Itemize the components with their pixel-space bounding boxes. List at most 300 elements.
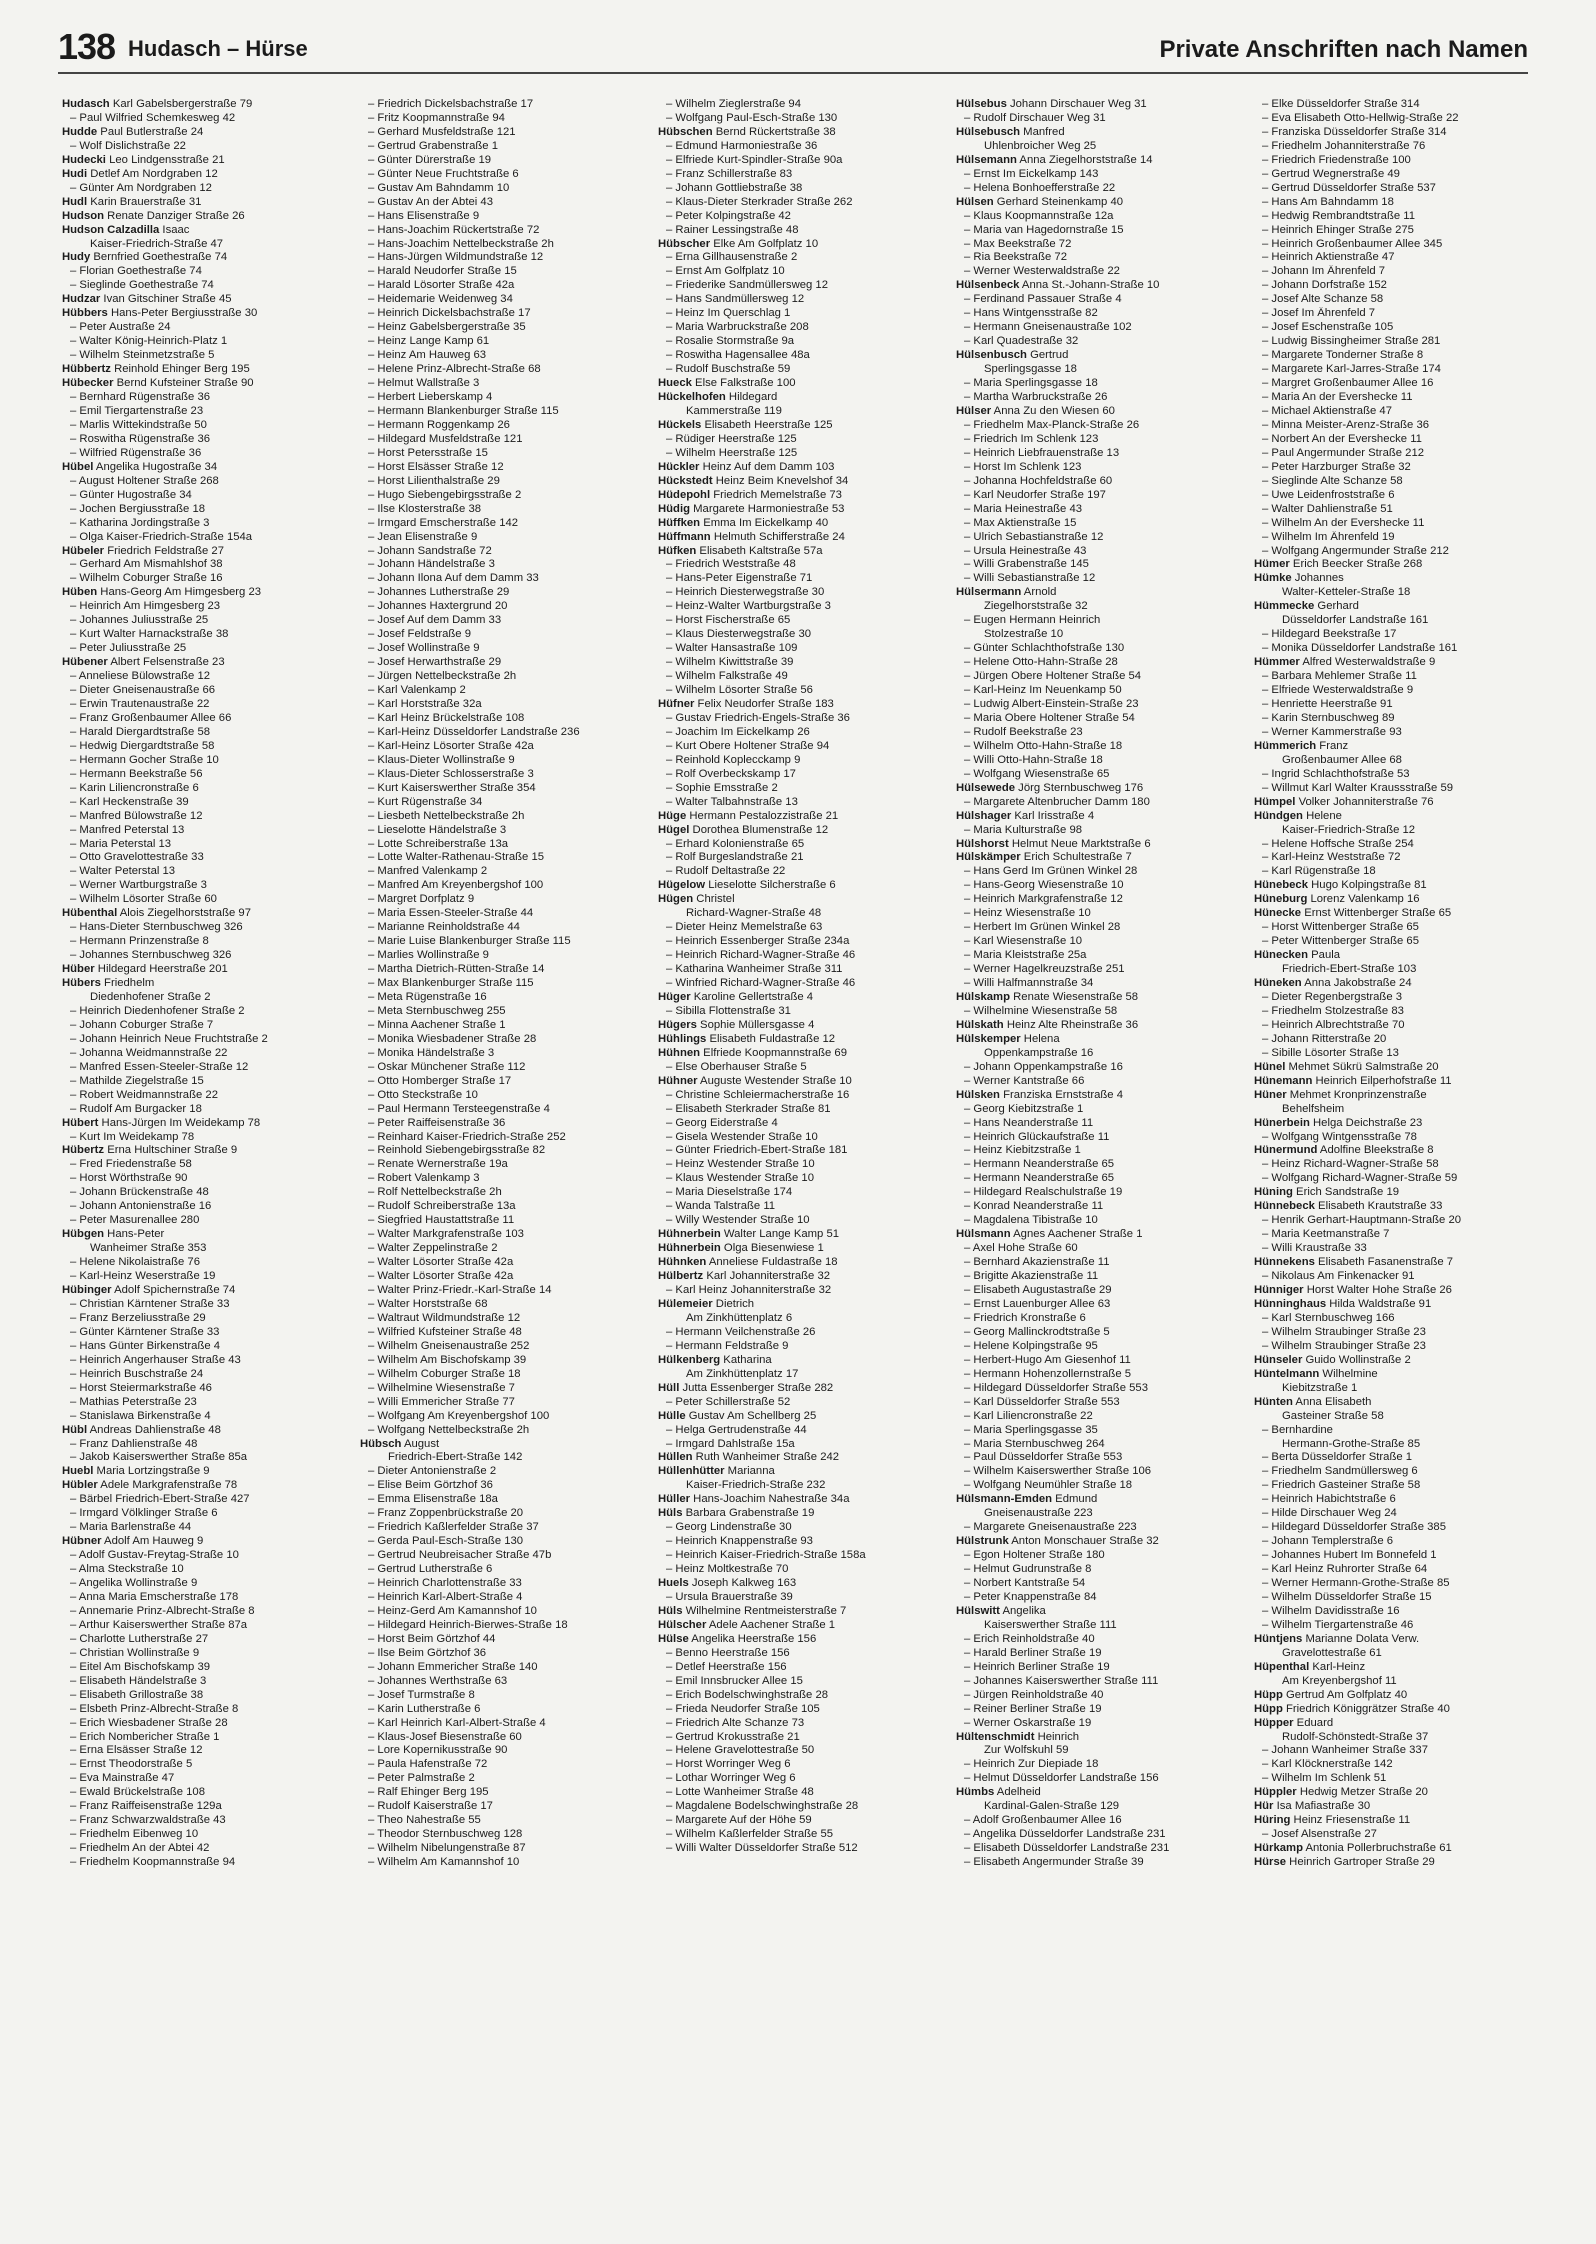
- directory-entry: – Herbert Lieberskamp 4: [368, 391, 493, 404]
- directory-entry: – Karl Heinz Ruhrorter Straße 64: [1262, 1563, 1428, 1576]
- directory-entry: – Johannes Kaiserswerther Straße 111: [964, 1674, 1159, 1687]
- directory-entry: – Lore Kopernikusstraße 90: [368, 1744, 508, 1757]
- directory-entry: – Eva Mainstraße 47: [70, 1772, 175, 1785]
- directory-entry: – Karl Heinz Johanniterstraße 32: [666, 1284, 832, 1297]
- directory-entry: Hudzar Ivan Gitschiner Straße 45: [62, 293, 232, 306]
- directory-entry: Hülsmann-Emden Edmund: [956, 1493, 1098, 1506]
- directory-entry: – Karin Lutherstraße 6: [368, 1702, 481, 1715]
- directory-entry: – Angelika Düsseldorfer Landstraße 231: [964, 1828, 1166, 1841]
- directory-entry: – Klaus-Dieter Schlosserstraße 3: [368, 767, 534, 780]
- directory-entry: Hübel Angelika Hugostraße 34: [62, 460, 218, 473]
- directory-entry: – Monika Händelstraße 3: [368, 1046, 495, 1059]
- directory-entry: – Heinz Moltkestraße 70: [666, 1563, 789, 1576]
- directory-entry: – Franz Berzeliusstraße 29: [70, 1311, 206, 1324]
- directory-entry: – Ilse Klosterstraße 38: [368, 502, 482, 515]
- directory-entry: – Charlotte Lutherstraße 27: [70, 1632, 209, 1645]
- directory-entry: – Helene Gravelottestraße 50: [666, 1744, 815, 1757]
- directory-entry: – Heinrich Liebfrauenstraße 13: [964, 446, 1120, 459]
- directory-entry: – Rudolf Dirschauer Weg 31: [964, 111, 1106, 124]
- directory-entry: – Dieter Antonienstraße 2: [368, 1465, 497, 1478]
- directory-entry: – Rudolf Beekstraße 23: [964, 725, 1083, 738]
- directory-entry: – Wilhelm Lösorter Straße 56: [666, 684, 813, 697]
- directory-entry: – Maria Dieselstraße 174: [666, 1186, 793, 1199]
- directory-entry: Hümbs Adelheid: [956, 1786, 1041, 1799]
- page-name-range: Hudasch – Hürse: [128, 36, 308, 61]
- directory-entry: Hülbertz Karl Johanniterstraße 32: [658, 1270, 831, 1283]
- directory-entry: Hürse Heinrich Gartroper Straße 29: [1254, 1856, 1435, 1869]
- directory-entry: Hüntelmann Wilhelmine: [1254, 1367, 1378, 1380]
- directory-entry: – Bernhardine: [1262, 1423, 1333, 1436]
- directory-entry: – Peter Schillerstraße 52: [666, 1395, 791, 1408]
- directory-entry: – Kurt Rügenstraße 34: [368, 795, 483, 808]
- directory-entry: Hüfken Elisabeth Kaltstraße 57a: [658, 544, 823, 557]
- directory-entry: – Hedwig Diergardtstraße 58: [70, 739, 215, 752]
- directory-entry: Hügen Christel: [658, 893, 735, 906]
- directory-entry: – Werner Westerwaldstraße 22: [964, 265, 1120, 278]
- directory-entry: – Friedrich Alte Schanze 73: [666, 1716, 805, 1729]
- directory-entry: – Johanna Weidmannstraße 22: [70, 1046, 228, 1059]
- directory-entry: – Herbert Im Grünen Winkel 28: [964, 921, 1121, 934]
- directory-entry: Hübenthal Alois Ziegelhorststraße 97: [62, 907, 251, 920]
- directory-entry: – Johann Händelstraße 3: [368, 558, 495, 571]
- directory-entry: Hülswitt Angelika: [956, 1604, 1046, 1617]
- directory-entry: – Hildegard Realschulstraße 19: [964, 1186, 1123, 1199]
- directory-entry: – Harald Berliner Straße 19: [964, 1646, 1102, 1659]
- directory-entry: – Helene Prinz-Albrecht-Straße 68: [368, 363, 541, 376]
- directory-entry: – Kurt Walter Harnackstraße 38: [70, 628, 229, 641]
- directory-entry: – Manfred Am Kreyenbergshof 100: [368, 879, 544, 892]
- directory-entry: – Jürgen Reinholdstraße 40: [964, 1688, 1104, 1701]
- directory-entry: – Gertrud Lutherstraße 6: [368, 1563, 493, 1576]
- directory-entry: Hüning Erich Sandstraße 19: [1254, 1186, 1400, 1199]
- directory-entry: – Josef Herwarthstraße 29: [368, 656, 502, 669]
- directory-entry: Hüneken Anna Jakobstraße 24: [1254, 977, 1412, 990]
- directory-entry: – Emil Innsbrucker Allee 15: [666, 1674, 803, 1687]
- directory-entry: – Maria An der Evershecke 11: [1262, 391, 1413, 404]
- directory-entry: – Heidemarie Weidenweg 34: [368, 293, 513, 306]
- directory-entry: – Klaus-Josef Biesenstraße 60: [368, 1730, 522, 1743]
- directory-entry: – Wilhelm Am Kamannshof 10: [368, 1856, 520, 1869]
- directory-entry: – Heinz Kiebitzstraße 1: [964, 1144, 1081, 1157]
- directory-entry: – Rudolf Deltastraße 22: [666, 865, 786, 878]
- directory-entry: – Willy Westender Straße 10: [666, 1214, 810, 1227]
- directory-entry: – Siegfried Haustattstraße 11: [368, 1214, 515, 1227]
- directory-entry: – Johann Templerstraße 6: [1262, 1535, 1394, 1548]
- directory-entry: – Heinz Richard-Wagner-Straße 58: [1262, 1158, 1439, 1171]
- directory-entry: – Ilse Beim Görtzhof 36: [368, 1646, 487, 1659]
- directory-entry: – Kurt Kaiserswerther Straße 354: [368, 781, 536, 794]
- directory-entry: – Axel Hohe Straße 60: [964, 1242, 1078, 1255]
- directory-entry: – Walter Lösorter Straße 42a: [368, 1270, 514, 1283]
- directory-entry: – Eugen Hermann Heinrich: [964, 614, 1101, 627]
- directory-entry: – Maria Essen-Steeler-Straße 44: [368, 907, 534, 920]
- directory-entry: – Gustav An der Abtei 43: [368, 195, 493, 208]
- directory-entry: Hückler Heinz Auf dem Damm 103: [658, 460, 835, 473]
- directory-entry: – Hermann Roggenkamp 26: [368, 418, 510, 431]
- directory-entry: – Heinz Am Hauweg 63: [368, 349, 487, 362]
- directory-entry: Hüpp Gertrud Am Golfplatz 40: [1254, 1688, 1408, 1701]
- directory-entry: Ziegelhorststraße 32: [984, 600, 1088, 613]
- directory-entry: Hülsken Franziska Ernststraße 4: [956, 1088, 1123, 1101]
- directory-entry: – Walter Markgrafenstraße 103: [368, 1228, 524, 1241]
- directory-entry: – Heinrich Charlottenstraße 33: [368, 1577, 522, 1590]
- directory-entry: – Heinrich Markgrafenstraße 12: [964, 893, 1123, 906]
- directory-entry: Hünnebeck Elisabeth Krautstraße 33: [1254, 1200, 1443, 1213]
- directory-entry: – Erich Bodelschwinghstraße 28: [666, 1688, 829, 1701]
- directory-entry: – Peter Wittenberger Straße 65: [1262, 935, 1419, 948]
- directory-entry: – Meta Rügenstraße 16: [368, 991, 487, 1003]
- directory-entry: – Heinrich Ehinger Straße 275: [1262, 223, 1414, 236]
- directory-entry: Hümmerich Franz: [1254, 739, 1349, 752]
- directory-column-3: [658, 98, 948, 2218]
- directory-entry: – Minna Aachener Straße 1: [368, 1018, 506, 1031]
- directory-entry: – Manfred Peterstal 13: [70, 823, 185, 836]
- directory-column-2: [360, 98, 650, 2218]
- directory-entry: Kardinal-Galen-Straße 129: [984, 1800, 1120, 1813]
- directory-entry: – Heinrich Richard-Wagner-Straße 46: [666, 949, 856, 962]
- directory-entry: – Maria Warbruckstraße 208: [666, 321, 809, 334]
- directory-entry: – Reinhard Kaiser-Friedrich-Straße 252: [368, 1130, 566, 1143]
- directory-entry: – Egon Holtener Straße 180: [964, 1549, 1105, 1562]
- directory-entry: Hülsewede Jörg Sternbuschweg 176: [956, 781, 1144, 794]
- directory-entry: Hümke Johannes: [1254, 572, 1344, 585]
- directory-entry: – Paul Wilfried Schemkesweg 42: [70, 111, 236, 124]
- directory-entry: – Wolfgang Paul-Esch-Straße 130: [666, 111, 838, 124]
- directory-entry: – Wilhelm Im Ährenfeld 19: [1262, 530, 1395, 543]
- directory-entry: – Eva Elisabeth Otto-Hellwig-Straße 22: [1262, 111, 1459, 124]
- directory-entry: – Reiner Berliner Straße 19: [964, 1702, 1102, 1715]
- directory-entry: – Heinrich Aktienstraße 47: [1262, 251, 1395, 264]
- directory-entry: – Willi Grabenstraße 145: [964, 558, 1089, 571]
- directory-entry: – Irmgard Dahlstraße 15a: [666, 1437, 795, 1450]
- directory-entry: – Friedhelm Koopmannstraße 94: [70, 1856, 236, 1869]
- directory-entry: – Horst Lilienthalstraße 29: [368, 474, 500, 487]
- directory-entry: Hübecker Bernd Kufsteiner Straße 90: [62, 377, 254, 390]
- directory-entry: – Helga Gertrudenstraße 44: [666, 1423, 807, 1436]
- directory-entry: – Werner Oskarstraße 19: [964, 1716, 1092, 1729]
- directory-entry: – Manfred Essen-Steeler-Straße 12: [70, 1060, 249, 1073]
- directory-entry: – Arthur Kaiserswerther Straße 87a: [70, 1618, 248, 1631]
- directory-entry: – Klaus Koopmannstraße 12a: [964, 209, 1114, 222]
- directory-entry: Hübschen Bernd Rückertstraße 38: [658, 125, 836, 138]
- directory-entry: – Paul Düsseldorfer Straße 553: [964, 1451, 1123, 1464]
- section-title: Private Anschriften nach Namen: [1159, 36, 1528, 63]
- directory-entry: Hüpper Eduard: [1254, 1716, 1334, 1729]
- directory-entry: Hündgen Helene: [1254, 809, 1342, 822]
- directory-entry: – Margarete Auf der Höhe 59: [666, 1814, 812, 1827]
- directory-entry: Hürkamp Antonia Pollerbruchstraße 61: [1254, 1842, 1452, 1855]
- directory-entry: – Johann Ritterstraße 20: [1262, 1032, 1387, 1045]
- directory-entry: – Irmgard Völklinger Straße 6: [70, 1507, 218, 1520]
- directory-entry: Kiebitzstraße 1: [1282, 1381, 1358, 1394]
- directory-entry: – Olga Kaiser-Friedrich-Straße 154a: [70, 530, 253, 543]
- directory-entry: – Hilde Dirschauer Weg 24: [1262, 1507, 1397, 1520]
- directory-entry: – Willi Kraustraße 33: [1262, 1242, 1367, 1255]
- directory-entry: – Rudolf Kaiserstraße 17: [368, 1800, 493, 1813]
- directory-entry: Hübl Andreas Dahlienstraße 48: [62, 1423, 221, 1436]
- directory-entry: Hübgen Hans-Peter: [62, 1228, 165, 1241]
- directory-entry: – Meta Sternbuschweg 255: [368, 1004, 506, 1017]
- directory-entry: – Lieselotte Händelstraße 3: [368, 823, 507, 836]
- directory-entry: – Wilhelm Steinmetzstraße 5: [70, 349, 215, 362]
- directory-entry: – Hans-Peter Eigenstraße 71: [666, 572, 813, 585]
- directory-entry: Hünniger Horst Walter Hohe Straße 26: [1254, 1284, 1452, 1297]
- directory-entry: – Franz Dahlienstraße 48: [70, 1437, 198, 1450]
- directory-entry: – Sieglinde Goethestraße 74: [70, 279, 214, 292]
- directory-entry: – Berta Düsseldorfer Straße 1: [1262, 1451, 1413, 1464]
- directory-entry: Hübertz Erna Hultschiner Straße 9: [62, 1144, 238, 1157]
- directory-entry: – Sibille Lösorter Straße 13: [1262, 1046, 1399, 1059]
- directory-entry: – Dieter Regenbergstraße 3: [1262, 991, 1403, 1003]
- directory-entry: Hudson Calzadilla Isaac: [62, 223, 190, 236]
- directory-entry: Hüffmann Helmuth Schifferstraße 24: [658, 530, 845, 543]
- directory-entry: Hühner Auguste Westender Straße 10: [658, 1074, 852, 1087]
- directory-entry: – Wilhelm Im Schlenk 51: [1262, 1772, 1387, 1785]
- directory-entry: – Marianne Reinholdstraße 44: [368, 921, 520, 934]
- directory-entry: – Wilhelm Am Bischofskamp 39: [368, 1353, 527, 1366]
- directory-entry: – Norbert Kantstraße 54: [964, 1577, 1086, 1590]
- directory-entry: – Manfred Bülowstraße 12: [70, 809, 203, 822]
- directory-entry: – Karl-Heinz Weserstraße 19: [70, 1270, 216, 1283]
- directory-entry: – Maria Obere Holtener Straße 54: [964, 711, 1135, 724]
- directory-entry: – Friedrich Gasteiner Straße 58: [1262, 1479, 1421, 1492]
- directory-entry: Hügers Sophie Müllersgasse 4: [658, 1018, 815, 1031]
- directory-entry: – Willi Emmericher Straße 77: [368, 1395, 515, 1408]
- directory-entry: – Emma Elisenstraße 18a: [368, 1493, 498, 1506]
- directory-entry: Hüfner Felix Neudorfer Straße 183: [658, 697, 834, 710]
- directory-entry: – Margarete Gneisenaustraße 223: [964, 1521, 1137, 1534]
- directory-entry: – Benno Heerstraße 156: [666, 1646, 790, 1659]
- directory-entry: Hudde Paul Butlerstraße 24: [62, 125, 204, 138]
- directory-entry: – Alma Steckstraße 10: [70, 1563, 184, 1576]
- directory-entry: – Horst Im Schlenk 123: [964, 460, 1082, 473]
- directory-entry: – Ludwig Bissingheimer Straße 281: [1262, 335, 1441, 348]
- directory-entry: – Paula Hafenstraße 72: [368, 1758, 488, 1771]
- directory-entry: – Friedrich Im Schlenk 123: [964, 432, 1099, 445]
- directory-entry: – Harald Diergardtstraße 58: [70, 725, 211, 738]
- directory-entry: – Heinrich Habichtstraße 6: [1262, 1493, 1396, 1506]
- directory-entry: – Edmund Harmoniestraße 36: [666, 139, 818, 152]
- directory-entry: Behelfsheim: [1282, 1102, 1345, 1115]
- directory-entry: Diedenhofener Straße 2: [90, 991, 211, 1003]
- directory-entry: – Heinrich Kaiser-Friedrich-Straße 158a: [666, 1549, 866, 1562]
- directory-entry: – Herbert-Hugo Am Giesenhof 11: [964, 1353, 1131, 1366]
- directory-entry: – Johann Gottliebstraße 38: [666, 181, 803, 194]
- directory-entry: Gasteiner Straße 58: [1282, 1409, 1384, 1422]
- directory-entry: – Rosalie Stormstraße 9a: [666, 335, 795, 348]
- directory-entry: – Jürgen Obere Holtener Straße 54: [964, 670, 1142, 683]
- directory-entry: – Günter Dürerstraße 19: [368, 153, 492, 166]
- directory-entry: – Heinrich Knappenstraße 93: [666, 1535, 813, 1548]
- directory-entry: Rudolf-Schönstedt-Straße 37: [1282, 1730, 1429, 1743]
- directory-entry: Hülshorst Helmut Neue Marktstraße 6: [956, 837, 1151, 850]
- directory-entry: – Wilhelm Kaßlerfelder Straße 55: [666, 1828, 834, 1841]
- directory-entry: Hültenschmidt Heinrich: [956, 1730, 1080, 1743]
- directory-entry: – Hans-Dieter Sternbuschweg 326: [70, 921, 243, 934]
- directory-entry: – Heinrich Glückaufstraße 11: [964, 1130, 1110, 1143]
- directory-entry: – Erich Reinholdstraße 40: [964, 1632, 1095, 1645]
- directory-entry: Hübsch August: [360, 1437, 440, 1450]
- directory-entry: – Rolf Nettelbeckstraße 2h: [368, 1186, 502, 1199]
- directory-entry: – Lothar Worringer Weg 6: [666, 1772, 796, 1785]
- directory-entry: – Günter Schlachthofstraße 130: [964, 642, 1125, 655]
- directory-entry: – Ernst Lauenburger Allee 63: [964, 1297, 1111, 1310]
- directory-entry: Wanheimer Straße 353: [90, 1242, 207, 1255]
- directory-entry: – Rainer Lessingstraße 48: [666, 223, 799, 236]
- directory-entry: Stolzestraße 10: [984, 628, 1064, 641]
- directory-entry: – Friedhelm Johanniterstraße 76: [1262, 139, 1426, 152]
- directory-entry: – Josef Feldstraße 9: [368, 628, 471, 641]
- directory-entry: – Horst Wörthstraße 90: [70, 1172, 188, 1185]
- directory-entry: – Maria Kulturstraße 98: [964, 823, 1083, 836]
- directory-entry: – Harald Neudorfer Straße 15: [368, 265, 517, 278]
- directory-entry: Hünemann Heinrich Eilperhofstraße 11: [1254, 1074, 1452, 1087]
- directory-entry: – Elisabeth Händelstraße 3: [70, 1674, 207, 1687]
- directory-entry: – Willi Walter Düsseldorfer Straße 512: [666, 1842, 858, 1855]
- directory-entry: – Katharina Wanheimer Straße 311: [666, 963, 843, 976]
- directory-entry: – Barbara Mehlemer Straße 11: [1262, 670, 1417, 683]
- directory-entry: – Ernst Am Golfplatz 10: [666, 265, 785, 278]
- directory-entry: – Heinrich Buschstraße 24: [70, 1367, 204, 1380]
- directory-entry: – Hermann Gneisenaustraße 102: [964, 321, 1132, 334]
- directory-entry: – Karl Liliencronstraße 22: [964, 1409, 1093, 1422]
- directory-entry: – Waltraut Wildmundstraße 12: [368, 1311, 521, 1324]
- directory-entry: – Heinrich Albrechtstraße 70: [1262, 1018, 1405, 1031]
- directory-entry: Hühnken Anneliese Fuldastraße 18: [658, 1256, 838, 1269]
- directory-entry: Hümpel Volker Johanniterstraße 76: [1254, 795, 1434, 808]
- directory-entry: Hünecken Paula: [1254, 949, 1341, 962]
- directory-entry: – Johann Oppenkampstraße 16: [964, 1060, 1123, 1073]
- directory-entry: Hüpp Friedrich Königgrätzer Straße 40: [1254, 1702, 1450, 1715]
- directory-entry: Hueck Else Falkstraße 100: [658, 377, 796, 390]
- directory-entry: – Elisabeth Angermunder Straße 39: [964, 1856, 1144, 1869]
- directory-entry: – Walter Lösorter Straße 42a: [368, 1256, 514, 1269]
- directory-entry: – Hans Elisenstraße 9: [368, 209, 480, 222]
- directory-entry: – Maria Sperlingsgasse 35: [964, 1423, 1098, 1436]
- directory-entry: Hühnen Elfriede Koopmannstraße 69: [658, 1046, 847, 1059]
- directory-entry: Hünten Anna Elisabeth: [1254, 1395, 1372, 1408]
- directory-entry: – Hans-Joachim Nettelbeckstraße 2h: [368, 237, 554, 250]
- directory-entry: Hübler Adele Markgrafenstraße 78: [62, 1479, 238, 1492]
- directory-entry: Hüring Heinz Friesenstraße 11: [1254, 1814, 1411, 1827]
- directory-entry: Hügel Dorothea Blumenstraße 12: [658, 823, 829, 836]
- directory-entry: Hüllen Ruth Wanheimer Straße 242: [658, 1451, 840, 1464]
- directory-entry: – Johannes Lutherstraße 29: [368, 586, 510, 599]
- directory-entry: – Johann Emmericher Straße 140: [368, 1660, 538, 1673]
- directory-entry: – Adolf Großenbaumer Allee 16: [964, 1814, 1122, 1827]
- directory-entry: – Horst Steiermarkstraße 46: [70, 1381, 212, 1394]
- directory-entry: – Elfriede Westerwaldstraße 9: [1262, 684, 1414, 697]
- directory-entry: Hünninghaus Hilda Waldstraße 91: [1254, 1297, 1432, 1310]
- directory-entry: – Hildegard Düsseldorfer Straße 553: [964, 1381, 1148, 1394]
- directory-entry: – Hildegard Düsseldorfer Straße 385: [1262, 1521, 1446, 1534]
- directory-entry: – Wilfried Kufsteiner Straße 48: [368, 1325, 522, 1338]
- directory-entry: – Josef Turmstraße 8: [368, 1688, 475, 1701]
- directory-entry: Hückels Elisabeth Heerstraße 125: [658, 418, 833, 431]
- directory-entry: – Wilhelmine Wiesenstraße 58: [964, 1004, 1118, 1017]
- directory-entry: – Maria van Hagedornstraße 15: [964, 223, 1124, 236]
- directory-entry: – Anneliese Bülowstraße 12: [70, 670, 211, 683]
- directory-entry: – Friedhelm Stolzestraße 83: [1262, 1004, 1404, 1017]
- directory-entry: – Günter Friedrich-Ebert-Straße 181: [666, 1144, 848, 1157]
- directory-entry: – Liesbeth Nettelbeckstraße 2h: [368, 809, 525, 822]
- directory-entry: Hüls Wilhelmine Rentmeisterstraße 7: [658, 1604, 847, 1617]
- directory-entry: Huebl Maria Lortzingstraße 9: [62, 1465, 210, 1478]
- directory-entry: – Wilhelm Düsseldorfer Straße 15: [1262, 1590, 1432, 1603]
- directory-entry: Sperlingsgasse 18: [984, 363, 1077, 376]
- directory-entry: – Heinrich Diedenhofener Straße 2: [70, 1004, 245, 1017]
- directory-entry: – Ingrid Schlachthofstraße 53: [1262, 767, 1410, 780]
- directory-entry: – Heinz Gabelsbergerstraße 35: [368, 321, 526, 334]
- directory-entry: – Heinrich Zur Diepiade 18: [964, 1758, 1099, 1771]
- directory-entry: – Helene Kolpingstraße 95: [964, 1339, 1098, 1352]
- directory-column-1: [62, 98, 352, 2218]
- directory-entry: – Heinrich Berliner Straße 19: [964, 1660, 1110, 1673]
- directory-entry: Oppenkampstraße 16: [984, 1046, 1094, 1059]
- directory-entry: – Georg Eiderstraße 4: [666, 1116, 778, 1129]
- directory-entry: – Martha Dietrich-Rütten-Straße 14: [368, 963, 545, 976]
- directory-entry: – Max Aktienstraße 15: [964, 516, 1077, 529]
- directory-entry: – Maria Sternbuschweg 264: [964, 1437, 1105, 1450]
- directory-entry: – Rudolf Buschstraße 59: [666, 363, 791, 376]
- directory-entry: – Peter Raiffeisenstraße 36: [368, 1116, 506, 1129]
- directory-entry: – Theodor Sternbuschweg 128: [368, 1828, 523, 1841]
- directory-entry: – Rolf Overbeckskamp 17: [666, 767, 796, 780]
- directory-column-5: [1254, 98, 1544, 2218]
- directory-entry: – Wilhelm Coburger Straße 16: [70, 572, 223, 585]
- directory-entry: – Norbert An der Evershecke 11: [1262, 432, 1422, 445]
- directory-entry: Hühnerbein Walter Lange Kamp 51: [658, 1228, 840, 1241]
- directory-entry: – Hans-Georg Wiesenstraße 10: [964, 879, 1124, 892]
- directory-entry: – Wilhelm Kaiserswerther Straße 106: [964, 1465, 1152, 1478]
- directory-entry: Hudl Karin Brauerstraße 31: [62, 195, 202, 208]
- directory-entry: – Brigitte Akazienstraße 11: [964, 1270, 1099, 1283]
- directory-entry: – Kurt Im Weidekamp 78: [70, 1130, 195, 1143]
- directory-entry: – Hans Wintgensstraße 82: [964, 307, 1098, 320]
- directory-entry: – Kurt Obere Holtener Straße 94: [666, 739, 830, 752]
- directory-entry: Hünerbein Helga Deichstraße 23: [1254, 1116, 1423, 1129]
- directory-entry: Hülser Anna Zu den Wiesen 60: [956, 404, 1115, 417]
- directory-entry: – Marlis Wittekindstraße 50: [70, 418, 207, 431]
- directory-entry: Hünermund Adolfine Bleekstraße 8: [1254, 1144, 1434, 1157]
- directory-entry: – Florian Goethestraße 74: [70, 265, 202, 278]
- directory-entry: – Wilhelm Nibelungenstraße 87: [368, 1842, 526, 1855]
- directory-entry: – Johann Heinrich Neue Fruchtstraße 2: [70, 1032, 268, 1045]
- directory-entry: – Anna Maria Emscherstraße 178: [70, 1590, 239, 1603]
- directory-entry: Friedrich-Ebert-Straße 103: [1282, 963, 1417, 976]
- directory-entry: – Georg Kiebitzstraße 1: [964, 1102, 1084, 1115]
- directory-entry: – Reinhold Siebengebirgsstraße 82: [368, 1144, 546, 1157]
- directory-entry: – Ria Beekstraße 72: [964, 251, 1067, 264]
- directory-entry: – Johannes Haxtergrund 20: [368, 600, 508, 613]
- directory-entry: Hüll Jutta Essenberger Straße 282: [658, 1381, 834, 1394]
- directory-entry: – Georg Mallinckrodtstraße 5: [964, 1325, 1110, 1338]
- directory-entry: Richard-Wagner-Straße 48: [686, 907, 822, 920]
- directory-entry: – Johann Dorfstraße 152: [1262, 279, 1387, 292]
- directory-entry: – Hildegard Beekstraße 17: [1262, 628, 1397, 641]
- directory-entry: – Rolf Burgeslandstraße 21: [666, 851, 804, 864]
- directory-entry: – Annemarie Prinz-Albrecht-Straße 8: [70, 1604, 255, 1617]
- directory-entry: – Gerda Paul-Esch-Straße 130: [368, 1535, 524, 1548]
- directory-entry: – Magdalene Bodelschwinghstraße 28: [666, 1800, 859, 1813]
- directory-entry: – Karl-Heinz Weststraße 72: [1262, 851, 1401, 864]
- directory-entry: – Konrad Neanderstraße 11: [964, 1200, 1104, 1213]
- directory-entry: – Hildegard Musfeldstraße 121: [368, 432, 523, 445]
- directory-entry: Kaiserswerther Straße 111: [984, 1618, 1117, 1631]
- directory-entry: – Wilhelm Lösorter Straße 60: [70, 893, 217, 906]
- directory-entry: – Hans-Joachim Rückertstraße 72: [368, 223, 540, 236]
- directory-entry: Hüller Hans-Joachim Nahestraße 34a: [658, 1493, 850, 1506]
